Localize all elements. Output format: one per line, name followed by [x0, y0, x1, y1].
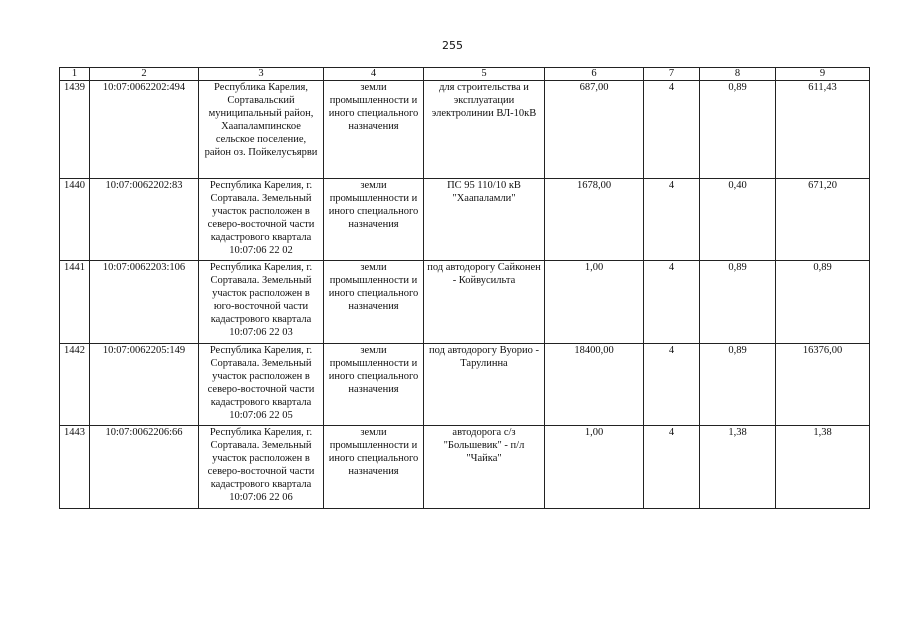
area: 18400,00: [545, 344, 644, 426]
column-header: 6: [545, 68, 644, 81]
row-number: 1441: [60, 261, 90, 344]
row-number: 1440: [60, 179, 90, 261]
column-9-value: 0,89: [776, 261, 870, 344]
column-9-value: 16376,00: [776, 344, 870, 426]
location: Республика Карелия, г. Сортавала. Земельный участок расположен в северо-восточной части кадастрового квартала 10:07:06 22 06: [199, 426, 324, 509]
column-header: 2: [90, 68, 199, 81]
land-registry-table: [59, 67, 870, 509]
table-row: [60, 81, 870, 179]
table-row: [60, 179, 870, 261]
location: Республика Карелия, Сортавальский муниципальный район, Хаапалампинское сельское поселение, район оз. Пойкелусъярви: [199, 81, 324, 179]
column-8-value: 1,38: [700, 426, 776, 509]
column-7-value: 4: [644, 81, 700, 179]
location: Республика Карелия, г. Сортавала. Земельный участок расположен в северо-восточной части кадастрового квартала 10:07:06 22 05: [199, 344, 324, 426]
location: Республика Карелия, г. Сортавала. Земельный участок расположен в юго-восточной части кадастрового квартала 10:07:06 22 03: [199, 261, 324, 344]
cadastral-number: 10:07:0062202:494: [90, 81, 199, 179]
area: 1678,00: [545, 179, 644, 261]
column-7-value: 4: [644, 179, 700, 261]
permitted-use: для строительства и эксплуатации электролинии ВЛ-10кВ: [424, 81, 545, 179]
column-header: 5: [424, 68, 545, 81]
table-row: [60, 426, 870, 509]
area: 1,00: [545, 261, 644, 344]
column-7-value: 4: [644, 426, 700, 509]
column-7-value: 4: [644, 261, 700, 344]
column-header: 1: [60, 68, 90, 81]
cadastral-number: 10:07:0062203:106: [90, 261, 199, 344]
column-8-value: 0,89: [700, 81, 776, 179]
column-header: 7: [644, 68, 700, 81]
permitted-use: под автодорогу Вуорио - Тарулинна: [424, 344, 545, 426]
row-number: 1439: [60, 81, 90, 179]
column-header: 9: [776, 68, 870, 81]
column-8-value: 0,89: [700, 261, 776, 344]
land-category: земли промышленности и иного специального назначения: [324, 81, 424, 179]
land-category: земли промышленности и иного специального назначения: [324, 344, 424, 426]
cadastral-number: 10:07:0062202:83: [90, 179, 199, 261]
permitted-use: автодорога с/з "Большевик" - п/л "Чайка": [424, 426, 545, 509]
land-category: земли промышленности и иного специального назначения: [324, 179, 424, 261]
column-header: 4: [324, 68, 424, 81]
cadastral-number: 10:07:0062206:66: [90, 426, 199, 509]
table-row: [60, 261, 870, 344]
land-category: земли промышленности и иного специального назначения: [324, 426, 424, 509]
column-header: 8: [700, 68, 776, 81]
row-number: 1442: [60, 344, 90, 426]
header-row: [60, 68, 870, 81]
column-9-value: 611,43: [776, 81, 870, 179]
column-9-value: 671,20: [776, 179, 870, 261]
column-header: 3: [199, 68, 324, 81]
location: Республика Карелия, г. Сортавала. Земельный участок расположен в северо-восточной части кадастрового квартала 10:07:06 22 02: [199, 179, 324, 261]
row-number: 1443: [60, 426, 90, 509]
column-8-value: 0,89: [700, 344, 776, 426]
column-8-value: 0,40: [700, 179, 776, 261]
permitted-use: ПС 95 110/10 кВ "Хаапаламли": [424, 179, 545, 261]
area: 687,00: [545, 81, 644, 179]
column-9-value: 1,38: [776, 426, 870, 509]
column-7-value: 4: [644, 344, 700, 426]
cadastral-number: 10:07:0062205:149: [90, 344, 199, 426]
permitted-use: под автодорогу Сайконен - Койвусильта: [424, 261, 545, 344]
page-number: 255: [442, 39, 463, 52]
table-row: [60, 344, 870, 426]
area: 1,00: [545, 426, 644, 509]
land-category: земли промышленности и иного специального назначения: [324, 261, 424, 344]
